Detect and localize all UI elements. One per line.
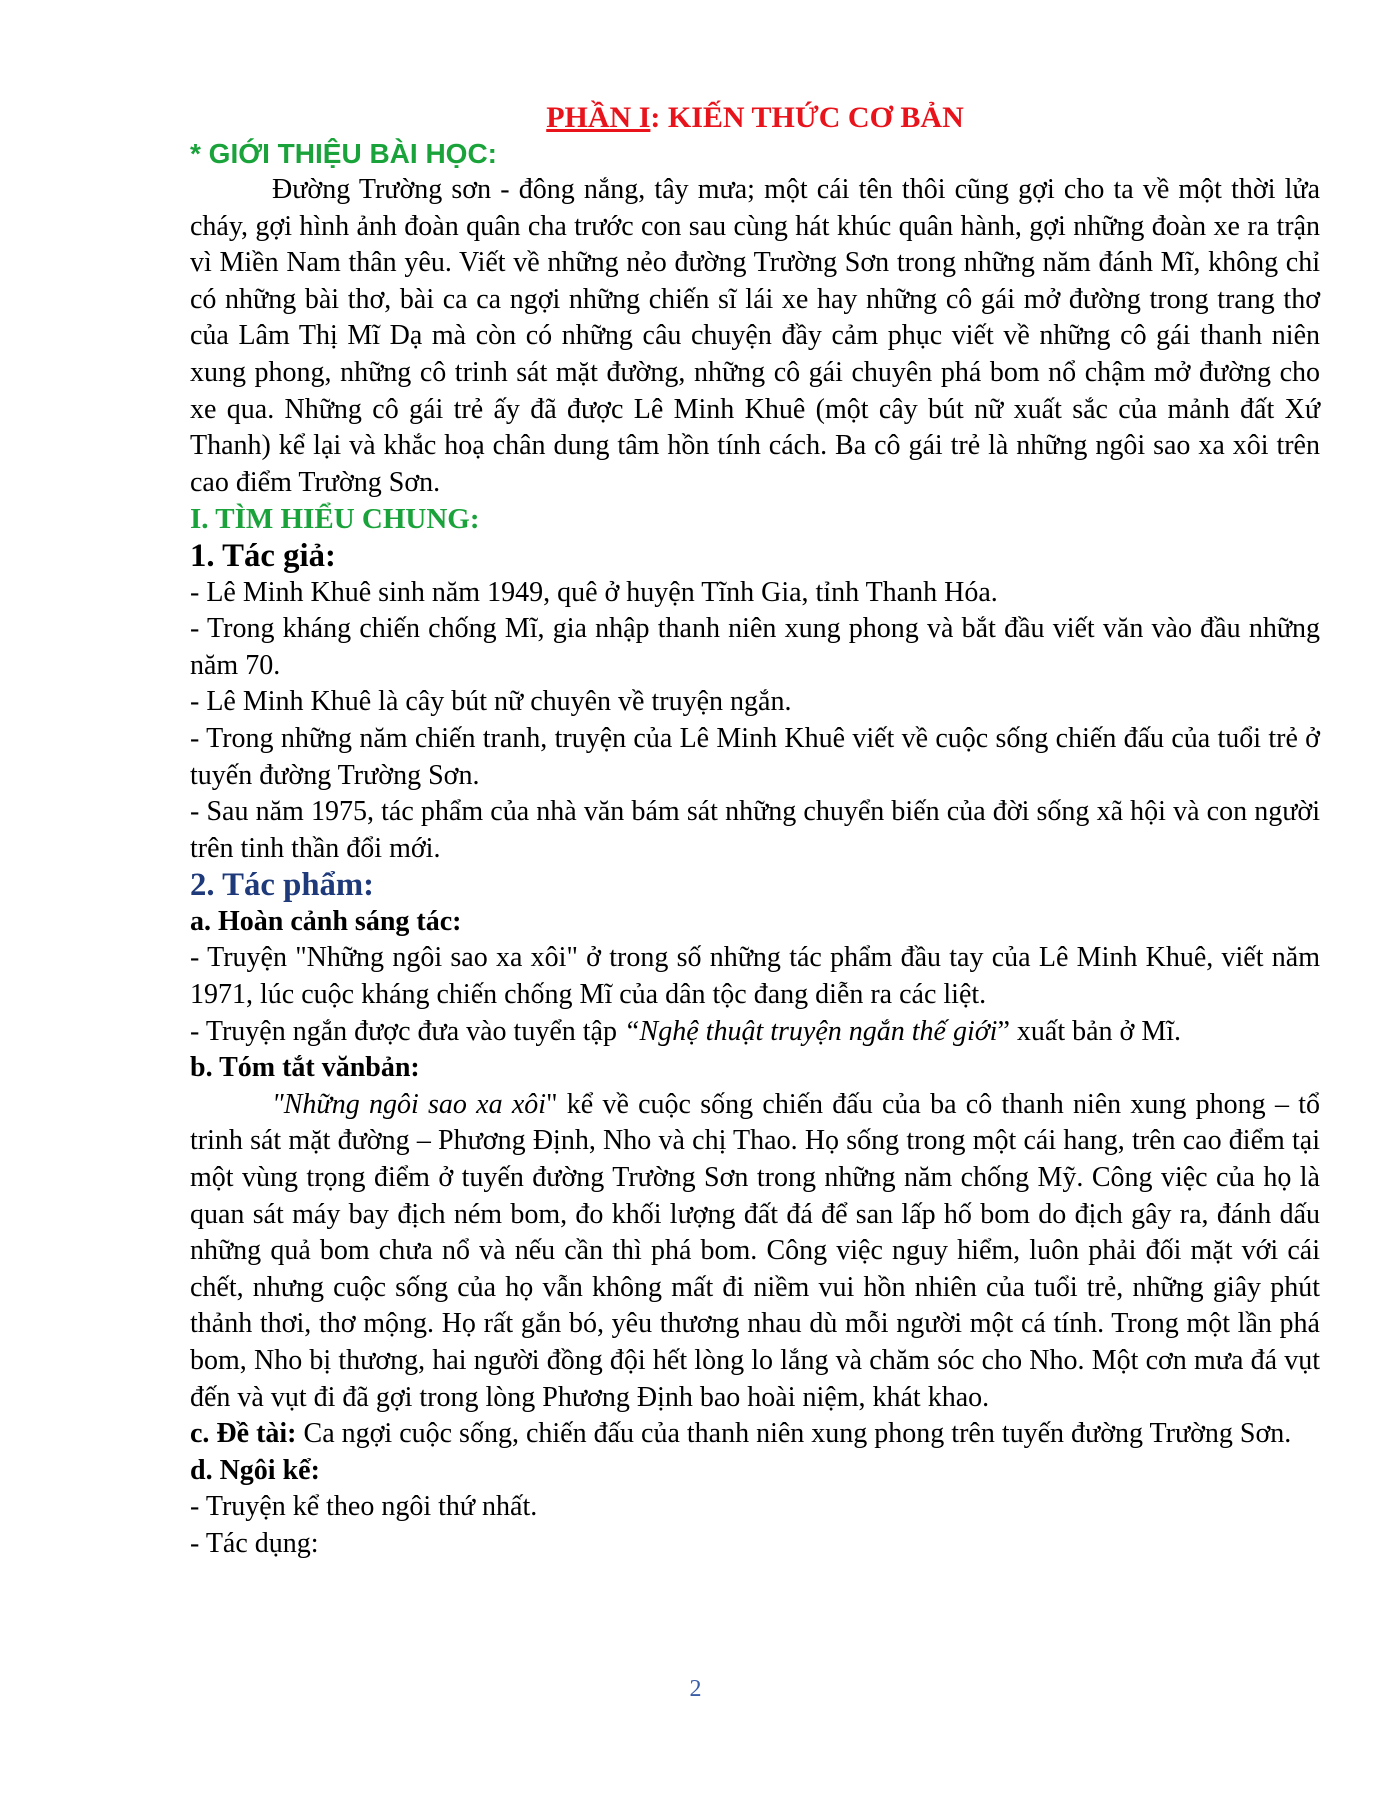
intro-heading: * GIỚI THIỆU BÀI HỌC:: [190, 138, 498, 169]
story-title: "Những ngôi sao xa xôi: [272, 1088, 547, 1120]
author-item: - Sau năm 1975, tác phẩm của nhà văn bám sát những chuyển biến của đời sống xã hội và con người trên tinh thần đổi mới.: [190, 796, 1320, 864]
work-heading: 2. Tác phẩm:: [190, 867, 375, 904]
context-item-anthology: [190, 1014, 1320, 1051]
summary-paragraph: [190, 1087, 1320, 1416]
narration-heading: d. Ngôi kể:: [190, 1454, 320, 1486]
summary-heading: b. Tóm tắt vănbản:: [190, 1052, 420, 1084]
document-page: [190, 100, 1320, 1563]
author-item: - Lê Minh Khuê sinh năm 1949, quê ở huyện Tĩnh Gia, tỉnh Thanh Hóa.: [190, 576, 998, 608]
author-item: - Lê Minh Khuê là cây bút nữ chuyên về truyện ngắn.: [190, 686, 792, 718]
context-item2-suffix: ” xuất bản ở Mĩ.: [997, 1015, 1182, 1047]
theme-paragraph: [190, 1416, 1320, 1453]
summary-text: " kể về cuộc sống chiến đấu của ba cô thanh niên xung phong – tổ trinh sát mặt đường – Phương Định, Nho và chị Thao. Họ sống trong một cái hang, trên cao điểm tại một vùng trọng điểm ở tuyến đường Trường Sơn trong những năm chống Mỹ. Công việc của họ là quan sát máy bay địch ném bom, đo khối lượng đất đá để san lấp hố bom do địch gây ra, đánh dấu những quả bom chưa nổ và nếu cần thì phá bom. Công việc nguy hiểm, luôn phải đối mặt với cái chết, nhưng cuộc sống của họ vẫn không mất đi niềm vui hồn nhiên của tuổi trẻ, những giây phút thảnh thơi, thơ mộng. Họ rất gắn bó, yêu thương nhau dù mỗi người một cá tính. Trong một lần phá bom, Nho bị thương, hai người đồng đội hết lòng lo lắng và chăm sóc cho Nho. Một cơn mưa đá vụt đến và vụt đi đã gợi trong lòng Phương Định bao hoài niệm, khát khao.: [190, 1088, 1320, 1413]
theme-label: c. Đề tài:: [190, 1418, 297, 1450]
page-title: [190, 100, 1320, 136]
context-item2-prefix: - Truyện ngắn được đưa vào tuyển tập: [190, 1015, 624, 1047]
intro-paragraph: Đường Trường sơn - đông nắng, tây mưa; một cái tên thôi cũng gợi cho ta về một thời lửa cháy, gợi hình ảnh đoàn quân cha trước con sau cùng hát khúc quân hành, gợi những đoàn xe ra trận vì Miền Nam thân yêu. Viết về những nẻo đường Trường Sơn trong những năm đánh Mĩ, không chỉ có những bài thơ, bài ca ca ngợi những chiến sĩ lái xe hay những cô gái mở đường trong trang thơ của Lâm Thị Mĩ Dạ mà còn có những câu chuyện đầy cảm phục viết về những cô gái thanh niên xung phong, những cô trinh sát mặt đường, những cô gái chuyên phá bom nổ chậm mở đường cho xe qua. Những cô gái trẻ ấy đã được Lê Minh Khuê (một cây bút nữ xuất sắc của mảnh đất Xứ Thanh) kể lại và khắc hoạ chân dung tâm hồn tính cách. Ba cô gái trẻ là những ngôi sao xa xôi trên cao điểm Trường Sơn.: [190, 174, 1320, 498]
narration-item: - Tác dụng:: [190, 1527, 319, 1559]
context-heading: a. Hoàn cảnh sáng tác:: [190, 905, 462, 937]
title-part-label: PHẦN I: [546, 101, 651, 134]
title-rest: : KIẾN THỨC CƠ BẢN: [650, 101, 964, 134]
section-heading-overview: I. TÌM HIỂU CHUNG:: [190, 503, 480, 536]
context-item: - Truyện "Những ngôi sao xa xôi" ở trong số những tác phẩm đầu tay của Lê Minh Khuê, viết năm 1971, lúc cuộc kháng chiến chống Mĩ của dân tộc đang diễn ra các liệt.: [190, 942, 1320, 1011]
author-item: - Trong kháng chiến chống Mĩ, gia nhập thanh niên xung phong và bắt đầu viết văn vào đầu những năm 70.: [190, 613, 1320, 681]
author-heading: 1. Tác giả:: [190, 537, 336, 574]
author-item: - Trong những năm chiến tranh, truyện của Lê Minh Khuê viết về cuộc sống chiến đấu của tuổi trẻ ở tuyến đường Trường Sơn.: [190, 722, 1320, 791]
page-number: 2: [689, 1676, 702, 1702]
theme-text: Ca ngợi cuộc sống, chiến đấu của thanh niên xung phong trên tuyến đường Trường Sơn.: [296, 1418, 1292, 1450]
anthology-title: “Nghệ thuật truyện ngắn thế giới: [623, 1015, 998, 1047]
narration-item: - Truyện kể theo ngôi thứ nhất.: [190, 1491, 538, 1523]
